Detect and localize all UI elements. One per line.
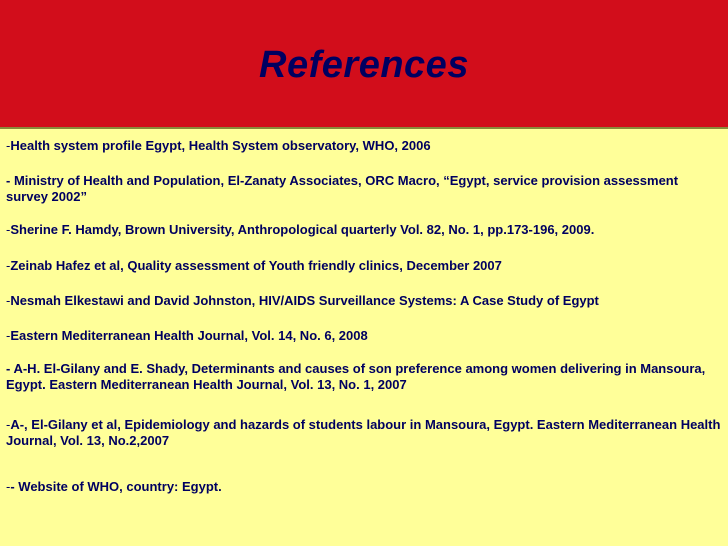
reference-bullet: - <box>6 417 11 432</box>
reference-text: - A-H. El-Gilany and E. Shady, Determinants and causes of son preference among women delivering in Mansoura, Egypt. Eastern Mediterranean Health Journal, Vol. 13, No. 1, 2007 <box>6 361 706 392</box>
reference-text: Zeinab Hafez et al, Quality assessment of Youth friendly clinics, December 2007 <box>10 258 502 273</box>
reference-item <box>6 293 722 309</box>
reference-text: Nesmah Elkestawi and David Johnston, HIV/AIDS Surveillance Systems: A Case Study of Egypt <box>10 293 599 308</box>
reference-bullet: - <box>6 328 11 343</box>
reference-item <box>6 479 722 495</box>
reference-text: - Ministry of Health and Population, El-Zanaty Associates, ORC Macro, “Egypt, service provision assessment survey 2002” <box>6 173 679 204</box>
reference-text: Sherine F. Hamdy, Brown University, Anthropological quarterly Vol. 82, No. 1, pp.173-196, 2009. <box>10 222 595 237</box>
reference-item <box>6 138 722 154</box>
reference-item <box>6 173 722 205</box>
reference-text: A-, El-Gilany et al, Epidemiology and hazards of students labour in Mansoura, Egypt. Eastern Mediterranean Health Journal, Vol. 13, No.2,2007 <box>6 417 721 448</box>
reference-text: Health system profile Egypt, Health System observatory, WHO, 2006 <box>10 138 431 153</box>
reference-text: - Website of WHO, country: Egypt. <box>10 479 222 494</box>
reference-item <box>6 222 722 238</box>
reference-item <box>6 258 722 274</box>
reference-bullet: - <box>6 258 11 273</box>
reference-bullet: - <box>6 479 11 494</box>
reference-text: Eastern Mediterranean Health Journal, Vol. 14, No. 6, 2008 <box>10 328 368 343</box>
reference-item <box>6 328 722 344</box>
slide-title: References <box>259 44 469 86</box>
reference-bullet: - <box>6 138 11 153</box>
title-bar <box>0 0 728 129</box>
reference-bullet: - <box>6 222 11 237</box>
reference-bullet: - <box>6 293 11 308</box>
reference-item <box>6 417 722 449</box>
reference-item <box>6 361 722 393</box>
